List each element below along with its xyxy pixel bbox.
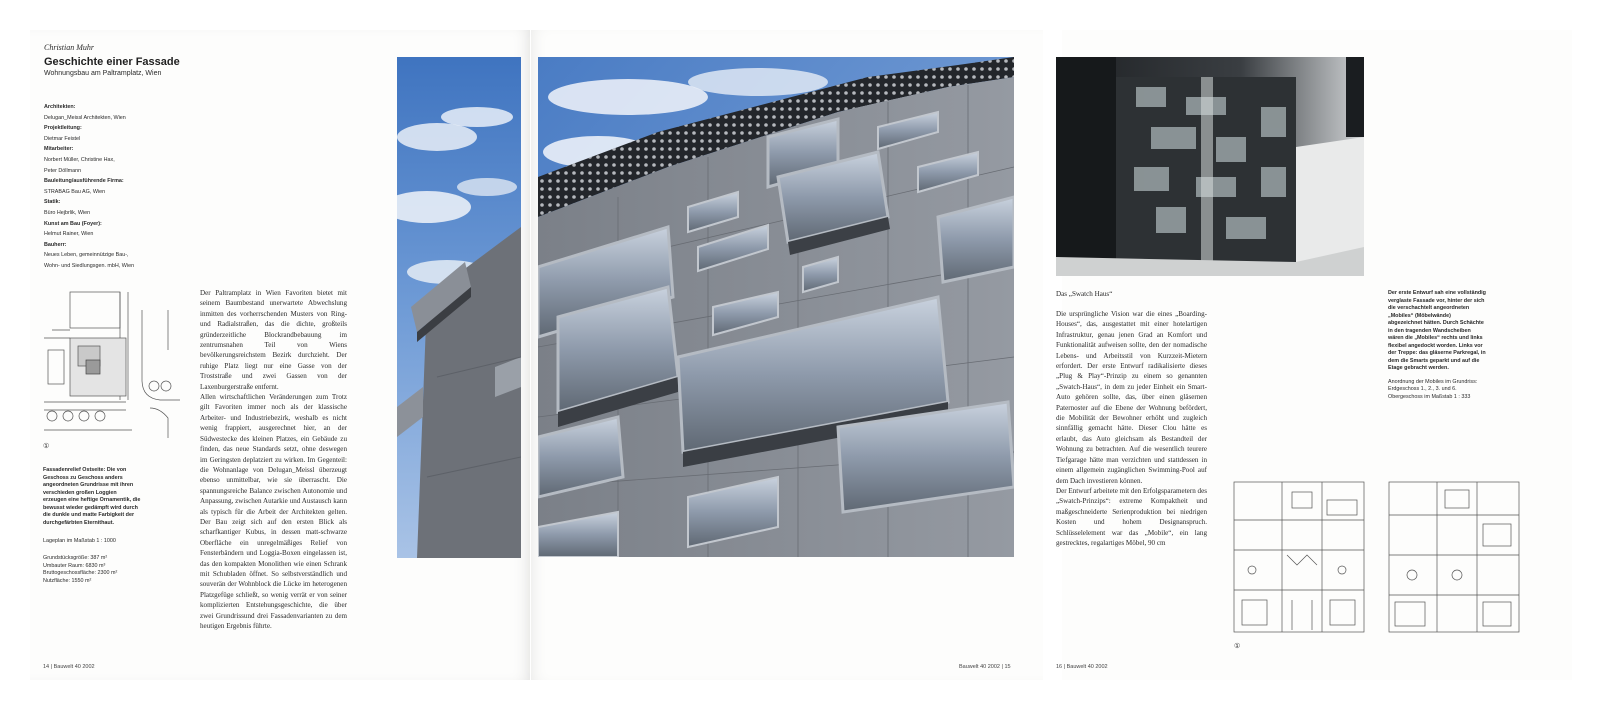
- project-credits: [44, 102, 194, 272]
- credit-value: Dietmar Feistel: [44, 135, 81, 142]
- plan-marker: ①: [43, 443, 50, 450]
- stat-line: Nutzfläche: 1550 m²: [43, 577, 92, 584]
- paragraph: Der Paltramplatz in Wien Favoriten bietet mit seinem Baumbestand unerwartete Abwechslung inmitten des vorherrschenden Musters von Ring- und Radialstraßen, das die dichte, großteils gründerzeitliche Blockrandbebauung im zentrumsnahen Teil von Wiens bevölkerungsreichstem Bezirk durchzieht. Der ruhige Platz liegt nur eine Gasse von der Troststraße und zwei Gassen von der Laxenburgerstraße entfernt.: [200, 289, 347, 391]
- building-stats: [43, 555, 163, 585]
- section-heading: Das „Swatch Haus“: [1056, 290, 1113, 298]
- credit-label: Statik:: [44, 199, 61, 206]
- author: Christian Muhr: [44, 43, 95, 52]
- page-folio: 14 | Bauwelt 40 2002: [43, 664, 95, 670]
- stat-line: Umbauter Raum: 6830 m³: [43, 562, 106, 569]
- side-caption: [1388, 290, 1486, 401]
- body-text: [200, 288, 347, 631]
- side-caption-bold: Der erste Entwurf sah eine vollständig verglaste Fassade vor, hinter der sich die verschachtelt angeordneten „Mobiles“ (Möbelwände) abgezeichnet hätten. Durch Schächte in den tragenden Wandscheiben wären die „Mobiles“ rechts und links flexibel angedockt worden. Links vor der Treppe: das gläserne Parkregal, in dem die Smarts geparkt und auf die Etage gebracht werden.: [1388, 290, 1486, 371]
- page-folio: 16 | Bauwelt 40 2002: [1056, 664, 1108, 670]
- page-folio: Bauwelt 40 2002 | 15: [959, 664, 1011, 670]
- body-text: [1056, 309, 1207, 548]
- credit-value: Norbert Müller, Christine Hax, Peter Döllmann: [44, 156, 115, 174]
- credit-label: Projektleitung:: [44, 125, 82, 132]
- article-subtitle: Wohnungsbau am Paltramplatz, Wien: [44, 70, 162, 77]
- credit-value: Neues Leben, gemeinnützige Bau-, Wohn- und Siedlungsgen. mbH, Wien: [44, 252, 135, 269]
- stat-line: Grundstücksgröße: 387 m²: [43, 555, 108, 561]
- credit-value: Büro Hejbrlik, Wien: [44, 209, 91, 216]
- paragraph: Allen wirtschaftlichen Veränderungen zum Trotz gilt Favoriten immer noch als der klassische Arbeiter- und Industriebezirk, weshalb es nicht wenig frappiert, ausgerechnet hier, an der Südwestecke des kleinen Platzes, ein Gebäude zu finden, das neue Standards setzt, ohne deswegen im Geringsten deplatziert zu wirken. Im Gegenteil: die Wohnanlage von Delugan_Meissl überzeugt ebenso unmittelbar, wie sie überrascht. Die spannungsreiche Balance zwischen Autonomie und Anpassung, zwischen Autarkie und Austausch kann als typisch für die Arbeit der Architekten gelten. Der Bau zeigt sich auf den ersten Blick als scharfkantiger Kubus, in dessen matt-schwarze Oberfläche ein unregelmäßiges Relief von Fensterbändern und Loggia-Boxen eingelassen ist, das den kompakten Monolithen wie einen Schrank mit Schubladen öffnet. So selbstverständlich und souverän der Wohnblock die Lücke im heterogenen Platzgefüge schließt, so wenig verrät er von seiner komplizierten Entstehungsgeschichte, die über zwei Grundrissund drei Fassadenvarianten zu dem heutigen Ergebnis führte.: [200, 393, 347, 630]
- credit-label: Mitarbeiter:: [44, 146, 74, 153]
- credit-value: Helmut Rainer, Wien: [44, 231, 94, 238]
- site-plan: [42, 290, 182, 440]
- scale-note: Lageplan im Maßstab 1 : 1000: [43, 538, 116, 544]
- credit-value: STRABAG Bau AG, Wien: [44, 188, 106, 195]
- credit-label: Architekten:: [44, 104, 76, 110]
- side-caption-regular: Anordnung der Mobiles im Grundriss: Erdgeschoss 1., 2., 3. und 6. Obergeschoss im Maßstab 1 : 333: [1388, 378, 1478, 400]
- facade-main-photo: [538, 57, 1014, 557]
- page-16: [1056, 30, 1572, 680]
- stat-line: Bruttogeschossfläche: 2300 m²: [43, 570, 118, 576]
- plan-marker: ①: [1234, 643, 1241, 650]
- facade-sky-photo: [397, 57, 521, 558]
- credit-label: Bauherr:: [44, 241, 67, 248]
- floor-plan-1: [1232, 480, 1367, 635]
- credit-value: Delugan_Meissl Architekten, Wien: [44, 114, 126, 121]
- paragraph: Der Entwurf arbeitete mit den Erfolgsparametern des „Swatch-Prinzips“: extreme Kompaktheit und maßgeschneiderte Serienproduktion bei niedrigen Kosten und hohem Designanspruch. Schlüsselelement war das „Mobile“, ein lang gestrecktes, regalartiges Möbel, 90 cm: [1056, 486, 1207, 547]
- credit-label: Kunst am Bau (Foyer):: [44, 220, 102, 227]
- article-title: Geschichte einer Fassade: [44, 56, 180, 68]
- floor-plan-2: [1387, 480, 1522, 635]
- credit-label: Bauleitung/ausführende Firma:: [44, 178, 124, 185]
- facade-caption: Fassadenrelief Ostseite: Die von Geschoss zu Geschoss anders angeordneten Grundrisse mit ihren verschieden großen Loggien erzeugen eine heftige Ornamentik, die bewusst wieder gedämpft wird durch die dunkle und matte Farbigkeit der durchgefärbten Eternithaut.: [43, 467, 141, 526]
- paragraph: Die ursprüngliche Vision war die eines „Boarding-Houses“, das, ausgestattet mit einer hotelartigen Infrastruktur, genau jenen Grad an Komfort und Funktionalität aufweisen sollte, den der nomadische Lebens- und Arbeitsstil von Kurzzeit-Mietern erfordert. Der erste Entwurf radikalisierte dieses „Plug & Play“-Prinzip zu einem so genannten „Swatch-Haus“, in dem zu jeder Einheit ein Smart-Auto gehören sollte, das, über einen gläsernen Paternoster auf die Ebene der Wohnung befördert, die Mobilität der Bewohner erhöht und zugleich sinnfällig gemacht hätte. Dieser Clou hätte es erlaubt, das Auto gleichsam als Bestandteil der Wohnung zu betrachten. Auf die wesentlich teurere Tiefgarage hätte man verzichten und stattdessen in einem allgemein zugänglichen Swimming-Pool auf dem Dach investieren können.: [1056, 310, 1207, 485]
- page-15: [531, 30, 1043, 680]
- page-14: [30, 30, 530, 680]
- facade-model-photo: [1056, 57, 1364, 276]
